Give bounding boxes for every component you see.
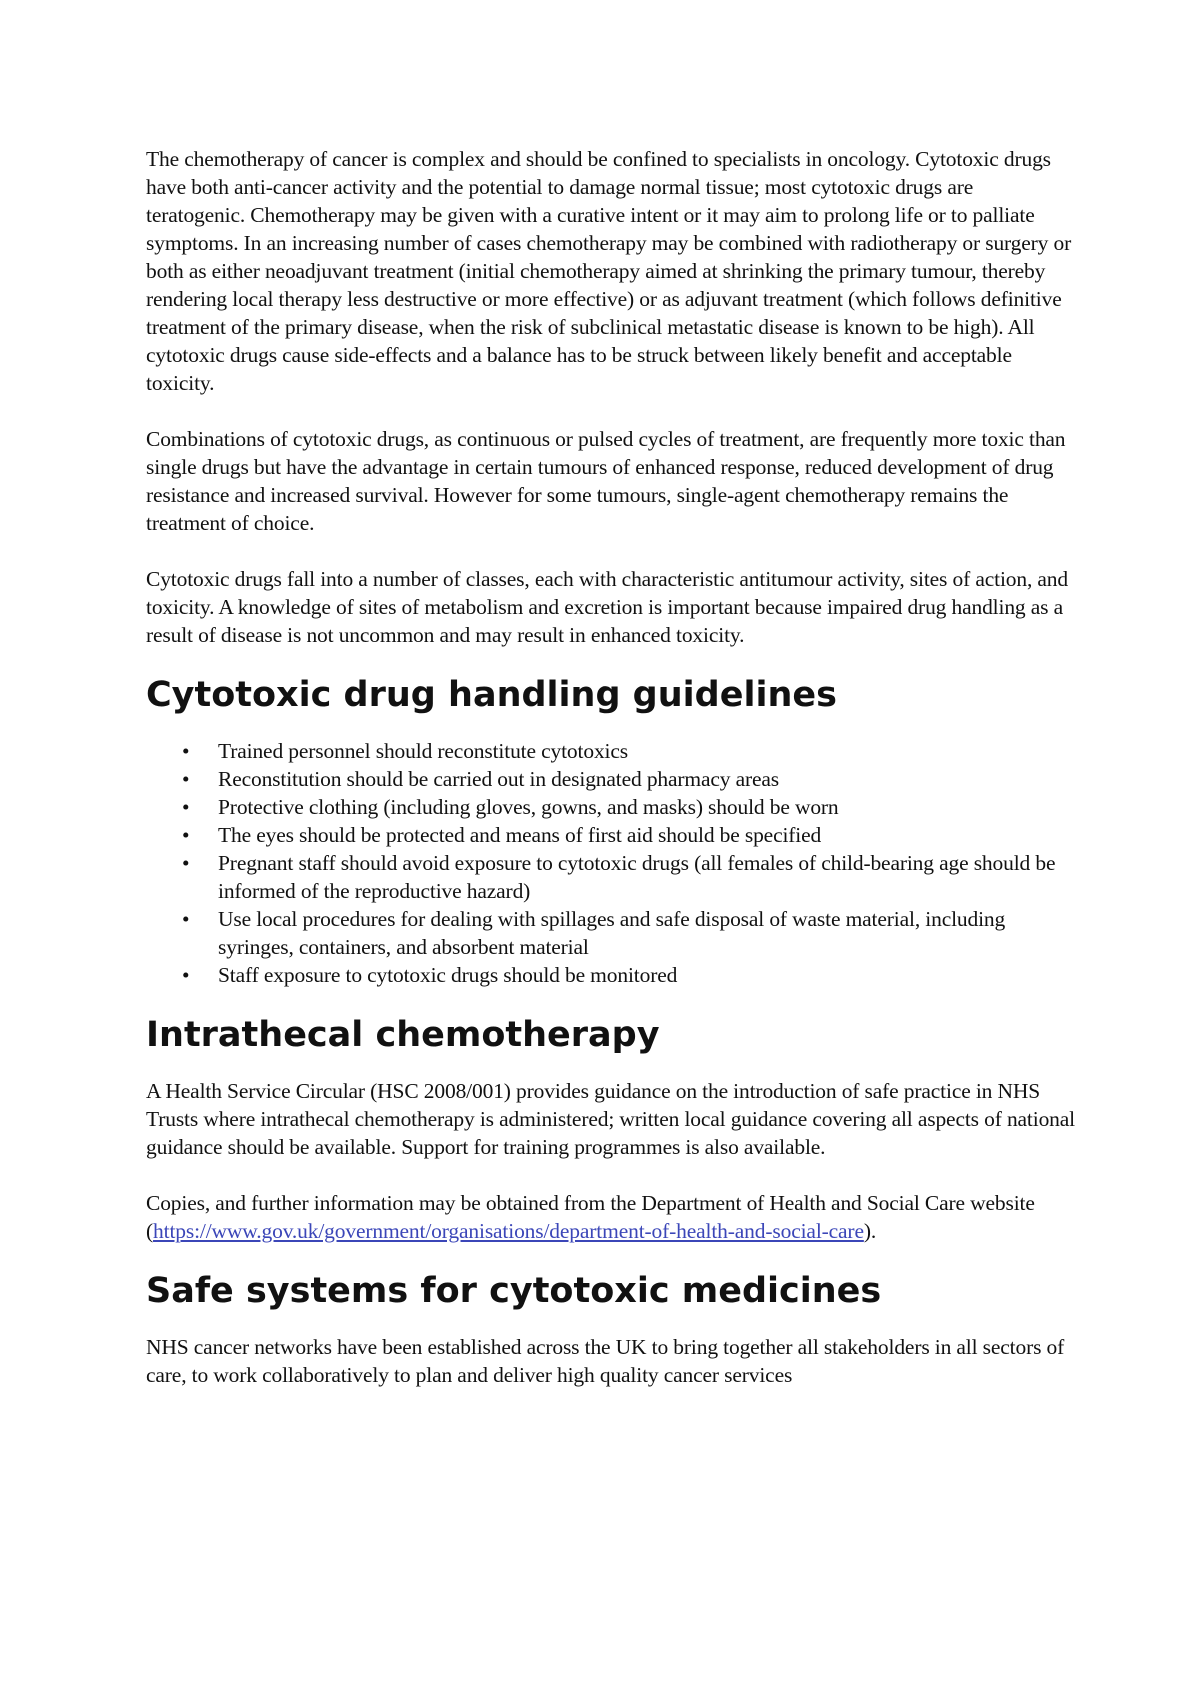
list-item-text: Trained personnel should reconstitute cytotoxics <box>218 739 628 763</box>
intro-paragraph-3: Cytotoxic drugs fall into a number of classes, each with characteristic antitumour activity, sites of action, and toxicity. A knowledge of sites of metabolism and excretion is important because impaired drug handling as a result of disease is not uncommon and may result in enhanced toxicity. <box>146 567 1069 647</box>
list-item <box>182 793 1076 821</box>
intrathecal-paragraph-1: A Health Service Circular (HSC 2008/001) provides guidance on the introduction of safe practice in NHS Trusts where intrathecal chemotherapy is administered; written local guidance covering all aspects of national guidance should be available. Support for training programmes is also available. <box>146 1079 1075 1159</box>
list-item <box>182 905 1076 961</box>
list-item-text: Staff exposure to cytotoxic drugs should be monitored <box>218 963 678 987</box>
list-item-text: Protective clothing (including gloves, gowns, and masks) should be worn <box>218 795 839 819</box>
intrathecal-paragraph-2 <box>146 1189 1076 1245</box>
list-item <box>182 821 1076 849</box>
list-item <box>182 737 1076 765</box>
intrathecal-paragraph-2-lead: Copies, and further information may be obtained from the Department of Health and Social Care website ( <box>146 1191 1035 1243</box>
document-page <box>146 145 1076 1417</box>
list-item-text: Pregnant staff should avoid exposure to cytotoxic drugs (all females of child-bearing age should be informed of the reproductive hazard) <box>218 851 1056 903</box>
handling-guidelines-list <box>146 737 1076 989</box>
list-item-text: Reconstitution should be carried out in designated pharmacy areas <box>218 767 780 791</box>
intro-paragraph-2: Combinations of cytotoxic drugs, as continuous or pulsed cycles of treatment, are frequently more toxic than single drugs but have the advantage in certain tumours of enhanced response, reduced development of drug resistance and increased survival. However for some tumours, single-agent chemotherapy remains the treatment of choice. <box>146 427 1066 535</box>
bullet-icon: • <box>182 823 190 847</box>
intrathecal-heading: Intrathecal chemotherapy <box>146 1015 660 1055</box>
bullet-icon: • <box>182 767 190 791</box>
list-item-text: The eyes should be protected and means of first aid should be specified <box>218 823 822 847</box>
safe-systems-paragraph-1: NHS cancer networks have been established across the UK to bring together all stakeholders in all sectors of care, to work collaboratively to plan and deliver high quality cancer services <box>146 1335 1065 1387</box>
bullet-icon: • <box>182 851 190 875</box>
bullet-icon: • <box>182 963 190 987</box>
list-item-text: Use local procedures for dealing with spillages and safe disposal of waste material, including syringes, containers, and absorbent material <box>218 907 1006 959</box>
intrathecal-paragraph-2-tail: ). <box>863 1219 877 1243</box>
dhsc-website-link[interactable]: https://www.gov.uk/government/organisations/department-of-health-and-social-care <box>153 1219 864 1243</box>
list-item <box>182 849 1076 905</box>
safe-systems-heading: Safe systems for cytotoxic medicines <box>146 1271 882 1311</box>
bullet-icon: • <box>182 907 190 931</box>
intro-paragraph-1: The chemotherapy of cancer is complex and should be confined to specialists in oncology. Cytotoxic drugs have both anti-cancer activity and the potential to damage normal tissue; most cytotoxic drugs are teratogenic. Chemotherapy may be given with a curative intent or it may aim to prolong life or to palliate symptoms. In an increasing number of cases chemotherapy may be combined with radiotherapy or surgery or both as either neoadjuvant treatment (initial chemotherapy aimed at shrinking the primary tumour, thereby rendering local therapy less destructive or more effective) or as adjuvant treatment (which follows definitive treatment of the primary disease, when the risk of subclinical metastatic disease is known to be high). All cytotoxic drugs cause side-effects and a balance has to be struck between likely benefit and acceptable toxicity. <box>146 147 1072 395</box>
list-item <box>182 765 1076 793</box>
bullet-icon: • <box>182 795 190 819</box>
handling-heading: Cytotoxic drug handling guidelines <box>146 675 837 715</box>
bullet-icon: • <box>182 739 190 763</box>
list-item <box>182 961 1076 989</box>
